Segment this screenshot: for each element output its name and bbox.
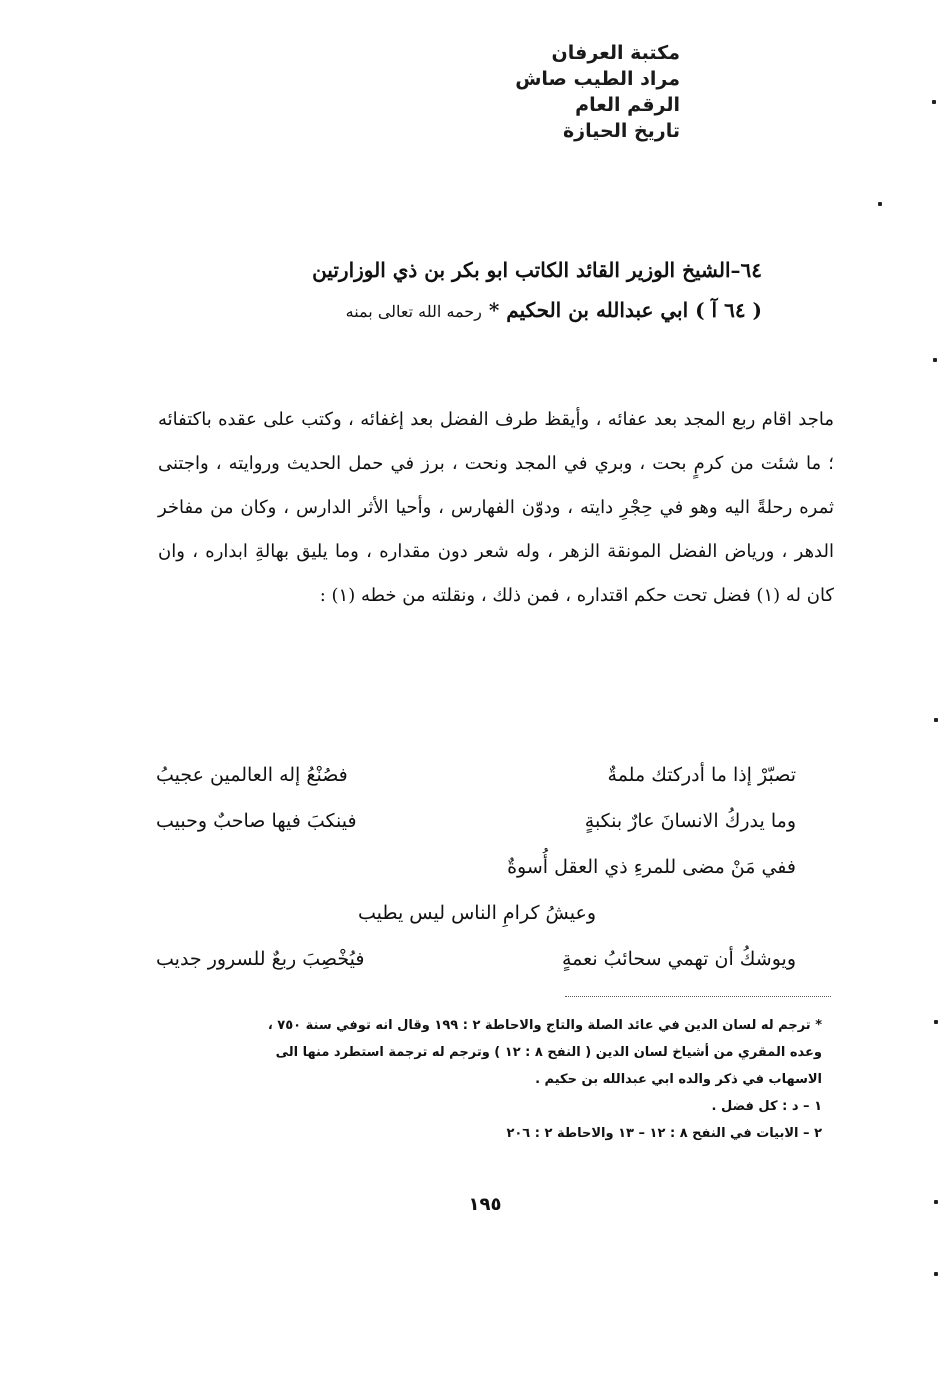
verse-4-first-hemistich: ويوشكُ أن تهمي سحائبُ نعمةٍ — [561, 948, 796, 970]
verse-row-3a — [156, 844, 796, 890]
scan-speck — [932, 100, 936, 104]
verse-1-first-hemistich: تصبّرْ إذا ما أدركتك ملمةٌ — [607, 764, 796, 786]
footnote-star-line-1: * ترجم له لسان الدين في عائد الصلة والتاج والاحاطة ٢ : ١٩٩ وقال انه توفي سنة ٧٥٠ ، — [267, 1018, 822, 1033]
poem-verses — [156, 752, 796, 982]
verse-1-second-hemistich: فصُنْعُ إله العالمين عجيبُ — [156, 764, 348, 786]
stamp-library-name: مكتبة العرفان — [551, 42, 680, 64]
verse-3-first-hemistich: ففي مَنْ مضى للمرءِ ذي العقل أُسوةٌ — [507, 856, 796, 878]
heading-line-2-main: ( ٦٤ آ ) ابي عبدالله بن الحكيم * — [488, 298, 762, 322]
page-number: ١٩٥ — [468, 1194, 502, 1215]
footnote-2: ٢ – الابيات في النفح ٨ : ١٢ – ١٣ والاحاطة ٢ : ٢٠٦ — [506, 1126, 822, 1141]
heading-line-2 — [202, 290, 762, 332]
stamp-acquisition-date: تاريخ الحيازة — [562, 120, 680, 142]
scan-speck — [934, 718, 938, 722]
scan-speck — [878, 202, 882, 206]
footnote-separator — [565, 996, 831, 997]
heading-line-1: ٦٤–الشيخ الوزير القائد الكاتب ابو بكر بن ذي الوزارتين — [312, 258, 762, 282]
stamp-general-number: الرقم العام — [575, 94, 680, 116]
heading-line-2-tail: رحمه الله تعالى بمنه — [345, 302, 482, 321]
footnote-star-line-2: وعده المقري من أشياخ لسان الدين ( النفح ٨ : ١٢ ) وترجم له ترجمة استطرد منها الى — [275, 1045, 822, 1060]
verse-row-2 — [156, 798, 796, 844]
verse-2-second-hemistich: فينكبَ فيها صاحبٌ وحبيب — [156, 810, 357, 832]
verse-4-second-hemistich: فيُخْصِبَ ربعٌ للسرور جديب — [156, 948, 365, 970]
footnote-1: ١ – د : كل فضل . — [711, 1099, 822, 1114]
scan-speck — [934, 1200, 938, 1204]
entry-heading — [202, 250, 762, 332]
verse-row-4 — [156, 936, 796, 982]
library-ownership-stamp — [450, 40, 680, 144]
scan-speck — [933, 358, 937, 362]
verse-row-1 — [156, 752, 796, 798]
scan-speck — [934, 1272, 938, 1276]
scan-speck — [934, 1020, 938, 1024]
stamp-owner-name: مراد الطيب صاش — [515, 68, 680, 90]
footnote-star-line-3: الاسهاب في ذكر والده ابي عبدالله بن حكيم . — [535, 1072, 822, 1087]
verse-row-3b — [156, 890, 796, 936]
verse-2-first-hemistich: وما يدركُ الانسانَ عارٌ بنكبةٍ — [584, 810, 796, 832]
footnotes — [157, 1012, 822, 1147]
verse-3-second-hemistich: وعيشُ كرامِ الناس ليس يطيب — [358, 902, 596, 924]
biography-paragraph: ماجد اقام ربع المجد بعد عفائه ، وأيقظ طرف الفضل بعد إغفائه ، وكتب على عقده باكتفائه ؛ ما شئت من كرمٍ بحت ، وبري في المجد ونحت ، برز في حمل الحديث وروايته ، واجتنى ثمره رحلةً اليه وهو في حِجْرِ دايته ، ودوّن الفهارس ، وأحيا الأثر الدارس ، وكان من مفاخر الدهر ، ورياض الفضل المونقة الزهر ، وله شعر دون مقداره ، وما يليق بهالةِ ابداره ، وان كان له (١) فضل تحت حكم اقتداره ، فمن ذلك ، ونقلته من خطه (١) : — [158, 409, 834, 606]
